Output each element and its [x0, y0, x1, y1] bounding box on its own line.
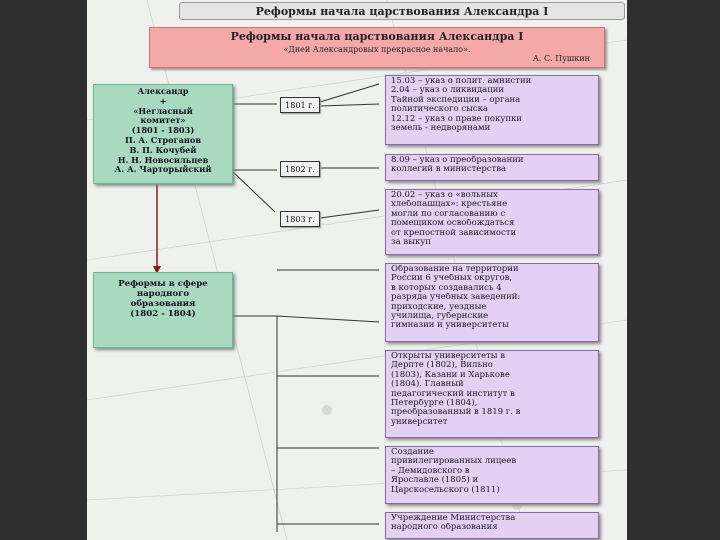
- reform-line: 20.02 – указ о «вольных: [391, 191, 498, 200]
- committee-box: [93, 84, 233, 184]
- education-item-line: Дерпте (1802), Вильно: [391, 361, 493, 371]
- reform-box-1801: [385, 75, 599, 145]
- committee-line: «Негласный: [133, 105, 193, 116]
- education-item-line: училища, губернские: [391, 312, 489, 322]
- reform-line: 2.04 – указ о ликвидации: [391, 86, 505, 96]
- reform-line: от крепостной зависимости: [391, 228, 517, 238]
- committee-line: Н. Н. Новосильцев: [117, 154, 209, 165]
- reform-box-1802: [385, 154, 599, 181]
- education-item-districts: [385, 263, 599, 342]
- education-item-line: Учреждение Министерства: [391, 514, 516, 523]
- reform-line: хлебопашцах»: крестьяне: [391, 200, 508, 210]
- reform-box-1803: [385, 189, 599, 255]
- education-item-lyceums: [385, 446, 599, 504]
- education-item-line: привилегированных лицеев: [391, 457, 517, 467]
- education-item-line: гимназии и университеты: [391, 321, 509, 331]
- education-item-line: Петербурге (1804),: [391, 399, 478, 409]
- reform-line: 8.09 – указ о преобразовании: [391, 156, 524, 165]
- committee-line: комитет»: [140, 115, 186, 126]
- title-main: Реформы начала царствования Александра I: [230, 30, 524, 43]
- reform-line: за выкуп: [391, 238, 431, 248]
- education-reform-box: [93, 272, 233, 348]
- reform-line: 12.12 – указ о праве покупки: [391, 114, 522, 124]
- education-line: Реформы в сфере: [118, 279, 208, 289]
- education-line: (1802 - 1804): [130, 309, 196, 319]
- education-item-line: разряда учебных заведений:: [391, 293, 521, 303]
- education-item-line: в которых создавались 4: [391, 283, 502, 293]
- reform-line: земель - недворянами: [391, 124, 491, 134]
- education-item-line: Открыты университеты в: [391, 352, 506, 361]
- education-item-line: приходские, уездные: [391, 302, 487, 312]
- title-box: [149, 27, 605, 68]
- education-item-line: преобразованный в 1819 г. в: [391, 408, 521, 418]
- education-item-line: Создание: [391, 448, 434, 457]
- education-item-ministry: [385, 512, 599, 539]
- education-item-line: Ярославле (1805) и: [391, 476, 479, 486]
- committee-line: (1801 - 1803): [131, 125, 195, 136]
- year-box-1802: 1802 г.: [280, 161, 320, 177]
- slide: [87, 0, 627, 540]
- reform-line: помещиком освобождаться: [391, 219, 515, 229]
- title-author: А. С. Пушкин: [532, 54, 590, 63]
- education-item-line: университет: [391, 417, 448, 427]
- title-quote: «Дней Александровых прекрасное начало».: [283, 45, 471, 54]
- education-line: народного: [136, 289, 190, 299]
- education-line: образования: [130, 299, 196, 309]
- year-box-1801: 1801 г.: [280, 97, 320, 113]
- slide-header: Реформы начала царствования Александра I: [179, 2, 625, 20]
- committee-line: В. П. Кочубей: [129, 144, 197, 155]
- education-item-line: Образование на территории: [391, 265, 519, 274]
- year-box-1803: 1803 г.: [280, 211, 320, 227]
- education-item-line: (1804). Главный: [391, 380, 464, 390]
- reform-line: коллегий в министерства: [391, 165, 507, 175]
- committee-line: Александр: [137, 86, 189, 96]
- reform-line: политического сыска: [391, 105, 488, 115]
- education-item-universities: [385, 350, 599, 438]
- committee-line: +: [159, 95, 167, 106]
- committee-line: П. А. Строганов: [124, 134, 202, 145]
- education-item-line: народного образования: [391, 523, 498, 533]
- education-item-line: Царскосельского (1811): [391, 485, 500, 495]
- reform-line: Тайной экспедиции – органа: [391, 95, 521, 105]
- education-item-line: России 6 учебных округов,: [391, 274, 513, 284]
- committee-line: А. А. Чарторыйский: [114, 164, 212, 175]
- reform-line: могли по согласованию с: [391, 209, 506, 219]
- education-item-line: педагогический институт в: [391, 389, 515, 399]
- reform-line: 15.03 – указ о полит. амнистии: [391, 77, 532, 86]
- education-item-line: (1803), Казани и Харькове: [391, 370, 510, 380]
- education-item-line: – Демидовского в: [391, 466, 470, 476]
